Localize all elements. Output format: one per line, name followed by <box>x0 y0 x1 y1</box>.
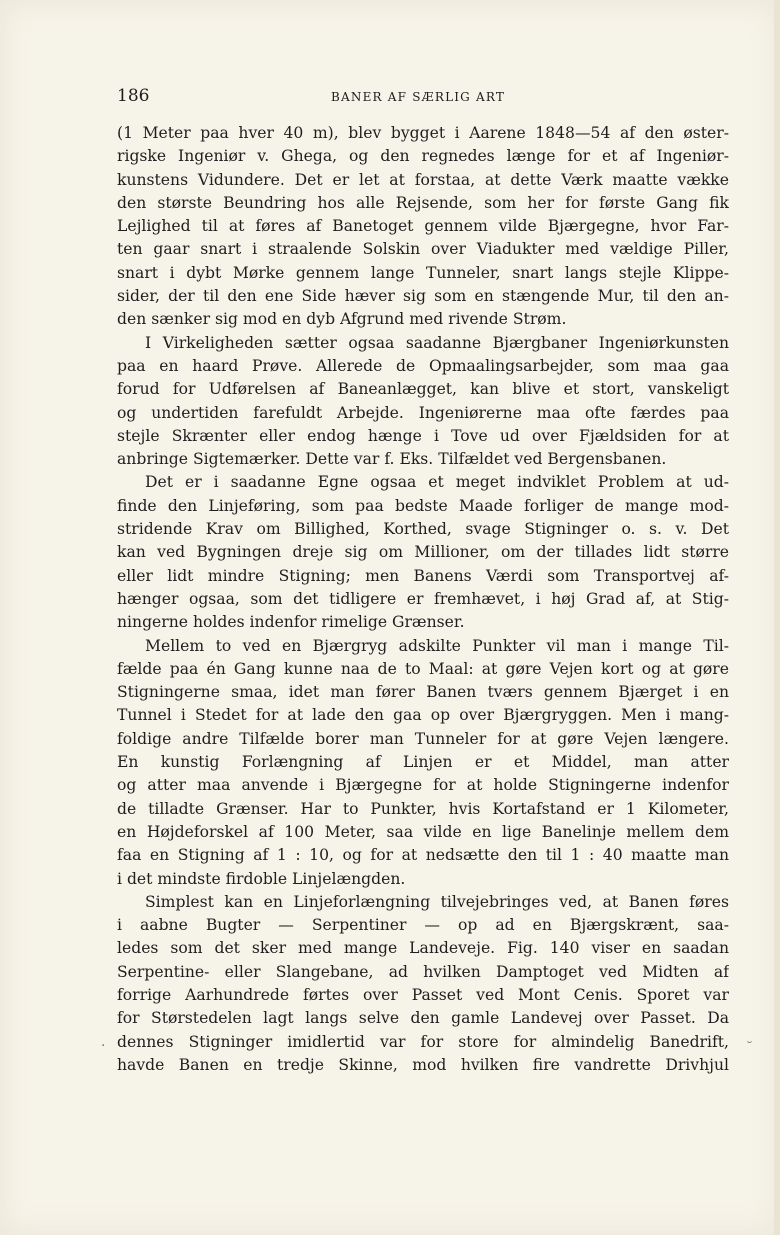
text-line: snart i dybt Mørke gennem lange Tunneler, snart langs stejle Klippe- <box>117 263 729 282</box>
paper-speck: ˘ <box>746 1040 753 1056</box>
text-line: Simplest kan en Linjeforlængning tilvejebringes ved, at Banen føres <box>145 892 729 911</box>
text-line: finde den Linjeføring, som paa bedste Maade forliger de mange mod- <box>117 496 729 515</box>
page-number: 186 <box>117 86 150 106</box>
text-line: Serpentine- eller Slangebane, ad hvilken Damptoget ved Midten af <box>117 962 729 981</box>
text-line: I Virkeligheden sætter ogsaa saadanne Bjærgbaner Ingeniørkunsten <box>145 333 729 352</box>
text-line: ledes som det sker med mange Landeveje. Fig. 140 viser en saadan <box>117 939 729 958</box>
text-line: ningerne holdes indenfor rimelige Grænser. <box>117 613 465 632</box>
text-line: i det mindste firdoble Linjelængden. <box>117 869 406 888</box>
text-line: den sænker sig mod en dyb Afgrund med rivende Strøm. <box>117 310 567 329</box>
text-line: foldige andre Tilfælde borer man Tunneler for at gøre Vejen længere. <box>117 729 729 748</box>
running-title: BANER AF SÆRLIG ART <box>331 90 506 104</box>
text-line: ten gaar snart i straalende Solskin over Viadukter med vældige Piller, <box>117 240 729 259</box>
text-line: faa en Stigning af 1 : 10, og for at nedsætte den til 1 : 40 maatte man <box>117 846 729 865</box>
text-line: fælde paa én Gang kunne naa de to Maal: at gøre Vejen kort og at gøre <box>117 659 729 678</box>
text-line: for Størstedelen lagt langs selve den gamle Landevej over Passet. Da <box>117 1009 729 1028</box>
text-line: anbringe Sigtemærker. Dette var f. Eks. Tilfældet ved Bergensbanen. <box>117 450 667 469</box>
text-line: kunstens Vidundere. Det er let at forstaa, at dette Værk maatte vække <box>117 170 729 189</box>
text-line: Mellem to ved en Bjærgryg adskilte Punkter vil man i mange Til- <box>145 636 729 655</box>
text-line: Tunnel i Stedet for at lade den gaa op over Bjærgryggen. Men i mang- <box>117 706 729 725</box>
text-line: eller lidt mindre Stigning; men Banens Værdi som Transportvej af- <box>117 566 729 585</box>
text-line: de tilladte Grænser. Har to Punkter, hvis Kortafstand er 1 Kilometer, <box>117 799 729 818</box>
text-line: forrige Aarhundrede førtes over Passet ved Mont Cenis. Sporet var <box>117 985 729 1004</box>
text-line: og atter maa anvende i Bjærgegne for at holde Stigningerne indenfor <box>117 776 729 795</box>
text-line: stejle Skrænter eller endog hænge i Tove ud over Fjældsiden for at <box>117 426 729 445</box>
text-line: rigske Ingeniør v. Ghega, og den regnedes længe for et af Ingeniør- <box>117 147 729 166</box>
text-line: forud for Udførelsen af Baneanlægget, kan blive et stort, vanskeligt <box>117 380 729 399</box>
text-line: den største Beundring hos alle Rejsende, som her for første Gang fik <box>117 193 729 212</box>
text-line: Det er i saadanne Egne ogsaa et meget indviklet Problem at ud- <box>145 473 729 492</box>
page-header <box>117 86 729 110</box>
text-line: paa en haard Prøve. Allerede de Opmaalingsarbejder, som maa gaa <box>117 356 729 375</box>
text-line: en Højdeforskel af 100 Meter, saa vilde en lige Banelinje mellem dem <box>117 822 729 841</box>
text-line: (1 Meter paa hver 40 m), blev bygget i Aarene 1848—54 af den øster- <box>117 124 729 142</box>
text-line: kan ved Bygningen dreje sig om Millioner, om der tillades lidt større <box>117 543 729 562</box>
text-line: stridende Krav om Billighed, Korthed, svage Stigninger o. s. v. Det <box>117 520 729 539</box>
paper-speck: · <box>101 1038 106 1054</box>
text-line: havde Banen en tredje Skinne, mod hvilken fire vandrette Drivhjul <box>117 1055 729 1074</box>
text-line: En kunstig Forlængning af Linjen er et Middel, man atter <box>117 753 729 772</box>
text-line: i aabne Bugter — Serpentiner — op ad en Bjærgskrænt, saa- <box>117 916 729 935</box>
text-line: Lejlighed til at føres af Banetoget gennem vilde Bjærgegne, hvor Far- <box>117 217 729 236</box>
text-line: og undertiden farefuldt Arbejde. Ingeniørerne maa ofte færdes paa <box>117 403 729 422</box>
page-edge <box>774 0 780 1235</box>
text-line: hænger ogsaa, som det tidligere er fremhævet, i høj Grad af, at Stig- <box>117 589 729 608</box>
body-text <box>117 122 729 1077</box>
text-line: Stigningerne smaa, idet man fører Banen tværs gennem Bjærget i en <box>117 683 729 702</box>
text-line: dennes Stigninger imidlertid var for store for almindelig Banedrift, <box>117 1032 729 1051</box>
text-line: sider, der til den ene Side hæver sig som en stængende Mur, til den an- <box>117 287 729 306</box>
